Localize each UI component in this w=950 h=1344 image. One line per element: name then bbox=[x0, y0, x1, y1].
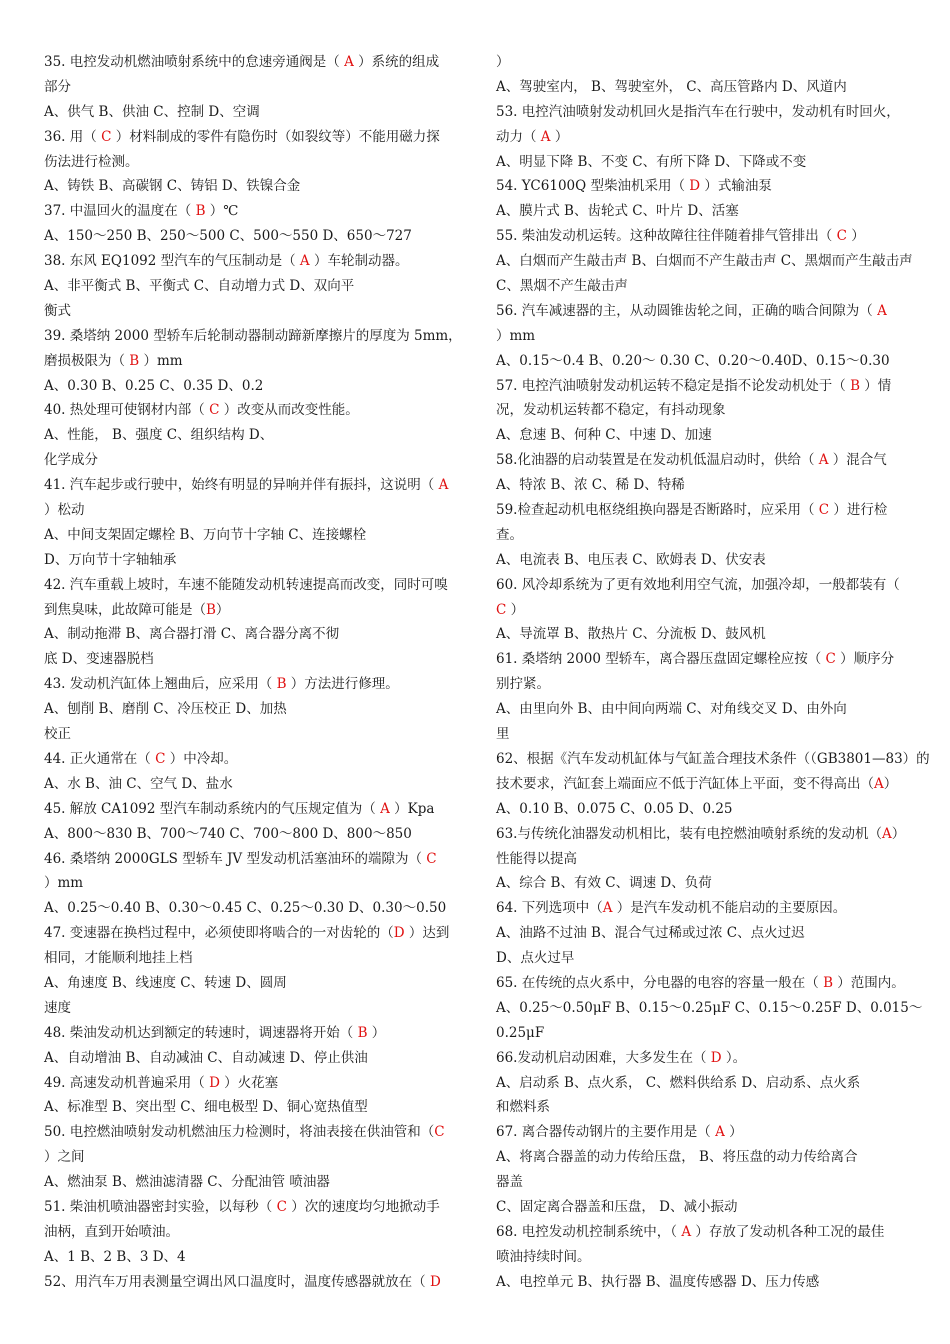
text-line bbox=[44, 598, 468, 623]
text-segment: 60. 风冷却系统为了更有效地利用空气流，加强冷却，一般都装有（ bbox=[496, 576, 900, 593]
answer-letter: A bbox=[818, 452, 829, 469]
answer-letter: C bbox=[209, 402, 220, 419]
text-segment: A、非平衡式 B、平衡式 C、自动增力式 D、双向平 bbox=[44, 278, 355, 295]
text-segment: A、综合 B、有效 C、调速 D、负荷 bbox=[496, 875, 712, 892]
text-segment: ）mm bbox=[139, 352, 183, 369]
answer-letter: A bbox=[881, 825, 892, 842]
text-line bbox=[496, 199, 920, 224]
answer-letter: C bbox=[426, 850, 437, 867]
text-segment: ）改变从而改变性能。 bbox=[219, 402, 359, 419]
text-line bbox=[44, 324, 468, 349]
text-line bbox=[44, 722, 468, 747]
text-line bbox=[44, 573, 468, 598]
text-segment: A、水 B、油 C、空气 D、盐水 bbox=[44, 775, 233, 792]
text-line bbox=[496, 523, 920, 548]
text-segment: 技术要求，汽缸套上端面应不低于汽缸体上平面，变不得高出（ bbox=[496, 775, 874, 792]
answer-letter: A bbox=[874, 775, 884, 792]
text-segment: D、点火过早 bbox=[496, 950, 575, 967]
text-line bbox=[496, 150, 920, 175]
right-column bbox=[496, 50, 930, 1344]
answer-letter: C bbox=[101, 128, 112, 145]
text-segment: 衡式 bbox=[44, 302, 71, 319]
text-segment: ） bbox=[215, 601, 230, 618]
text-line bbox=[496, 324, 920, 349]
text-line bbox=[44, 822, 468, 847]
text-line bbox=[44, 1120, 468, 1145]
answer-letter: C bbox=[434, 1124, 445, 1141]
text-segment: 61. 桑塔纳 2000 型轿车，离合器压盘固定螺栓应按（ bbox=[496, 651, 826, 668]
answer-letter: A bbox=[299, 253, 310, 270]
text-line bbox=[496, 996, 923, 1021]
text-line bbox=[496, 398, 920, 423]
text-line bbox=[44, 274, 468, 299]
text-segment: 和燃料系 bbox=[496, 1099, 550, 1116]
text-line bbox=[44, 1195, 468, 1220]
text-segment: 50. 电控燃油喷射发动机燃油压力检测时，将油表接在供油管和（ bbox=[44, 1124, 435, 1141]
text-line bbox=[496, 1120, 920, 1145]
text-line bbox=[44, 772, 468, 797]
text-segment: 别拧紧。 bbox=[496, 676, 550, 693]
text-segment: 47. 变速器在换档过程中，必须使即将啮合的一对齿轮的（ bbox=[44, 925, 394, 942]
answer-letter: D bbox=[710, 1049, 722, 1066]
text-line bbox=[44, 150, 468, 175]
answer-letter: C bbox=[496, 601, 507, 618]
text-segment: ）材料制成的零件有隐伤时（如裂纹等）不能用磁力探 bbox=[111, 128, 440, 145]
text-line bbox=[44, 75, 468, 100]
text-segment: ）mm bbox=[44, 875, 84, 892]
text-segment: A、0.15～0.4 B、0.20～ 0.30 C、0.20～0.40D、0.15～0.30 bbox=[496, 352, 890, 369]
text-line bbox=[44, 921, 468, 946]
answer-letter: D bbox=[393, 925, 405, 942]
text-segment: A、驾驶室内， B、驾驶室外， C、高压管路内 D、风道内 bbox=[496, 78, 847, 95]
text-segment: 39. 桑塔纳 2000 型轿车后轮制动器制动蹄新摩擦片的厚度为 5mm， bbox=[44, 327, 462, 344]
text-line bbox=[44, 672, 468, 697]
text-segment: A、油路不过油 B、混合气过稀或过浓 C、点火过迟 bbox=[496, 925, 805, 942]
answer-letter: B bbox=[823, 974, 833, 991]
text-segment: 49. 高速发动机普遍采用（ bbox=[44, 1074, 210, 1091]
text-line bbox=[44, 1046, 468, 1071]
text-segment: 化学成分 bbox=[44, 452, 98, 469]
text-segment: 36. 用（ bbox=[44, 128, 102, 145]
text-segment: 57. 电控汽油喷射发动机运转不稳定是指不论发动机处于（ bbox=[496, 377, 851, 394]
text-segment: 相同，才能顺利地挂上档 bbox=[44, 950, 193, 967]
text-segment: 52、用汽车万用表测量空调出风口温度时，温度传感器就放在（ bbox=[44, 1273, 430, 1290]
text-segment: A、性能， B、强度 C、组织结构 D、 bbox=[44, 427, 274, 444]
text-line bbox=[44, 1071, 468, 1096]
text-segment: 速度 bbox=[44, 999, 71, 1016]
text-line bbox=[496, 1021, 920, 1046]
text-line bbox=[44, 1220, 468, 1245]
text-segment: ）方法进行修理。 bbox=[286, 676, 399, 693]
text-line bbox=[496, 822, 920, 847]
text-segment: 63.与传统化油器发动机相比，装有电控燃油喷射系统的发动机（ bbox=[496, 825, 882, 842]
answer-letter: A bbox=[344, 54, 354, 70]
text-line bbox=[44, 423, 468, 448]
text-line bbox=[44, 50, 468, 75]
text-segment: 67. 离合器传动钢片的主要作用是（ bbox=[496, 1124, 716, 1141]
text-line bbox=[496, 374, 920, 399]
text-segment: ）车轮制动器。 bbox=[309, 253, 409, 270]
answer-letter: D bbox=[429, 1273, 441, 1290]
text-segment: 58.化油器的启动装置是在发动机低温启动时，供给（ bbox=[496, 452, 819, 469]
text-line bbox=[496, 448, 920, 473]
left-column bbox=[44, 50, 468, 1344]
text-line bbox=[44, 847, 468, 872]
answer-letter: A bbox=[715, 1124, 725, 1141]
answer-letter: A bbox=[540, 128, 551, 145]
answer-letter: B bbox=[129, 352, 140, 369]
text-line bbox=[496, 1270, 920, 1295]
text-segment: 底 D、变速器脱档 bbox=[44, 651, 154, 668]
text-line bbox=[44, 473, 468, 498]
text-line bbox=[44, 871, 468, 896]
text-segment: ）。 bbox=[721, 1049, 747, 1066]
text-line bbox=[44, 374, 468, 399]
text-segment: ）是汽车发动机不能启动的主要原因。 bbox=[612, 900, 847, 917]
text-line bbox=[496, 946, 920, 971]
text-segment: 35. 电控发动机燃油喷射系统中的怠速旁通阀是（ bbox=[44, 54, 345, 70]
text-line bbox=[496, 971, 920, 996]
text-line bbox=[496, 548, 920, 573]
text-line bbox=[44, 224, 468, 249]
text-segment: 校正 bbox=[44, 726, 71, 743]
text-segment: A、角速度 B、线速度 C、转速 D、圆周 bbox=[44, 974, 287, 991]
text-segment: 56. 汽车减速器的主，从动圆锥齿轮之间，正确的啮合间隙为（ bbox=[496, 302, 878, 319]
text-line bbox=[44, 299, 468, 324]
text-segment: 伤法进行检测。 bbox=[44, 153, 139, 170]
text-segment: 53. 电控汽油喷射发动机回火是指汽车在行驶中，发动机有时回火， bbox=[496, 103, 900, 120]
text-segment: 59.检查起动机电枢绕组换向器是否断路时，应采用（ bbox=[496, 502, 819, 519]
text-segment: 器盖 bbox=[496, 1174, 523, 1191]
text-segment: 55. 柴油发动机运转。这种故障往往伴随着排气管排出（ bbox=[496, 228, 837, 245]
text-segment: ） bbox=[846, 228, 865, 245]
text-line bbox=[44, 647, 468, 672]
text-segment: A、标准型 B、突出型 C、细电极型 D、铜心宽热值型 bbox=[44, 1099, 368, 1116]
text-segment: A、供气 B、供油 C、控制 D、空调 bbox=[44, 103, 260, 120]
text-segment: 部分 bbox=[44, 78, 71, 95]
text-line bbox=[496, 75, 920, 100]
answer-letter: C bbox=[818, 502, 830, 519]
text-line bbox=[44, 125, 468, 150]
text-segment: ）式输油泵 bbox=[700, 178, 772, 195]
text-segment: 性能得以提高 bbox=[496, 850, 577, 867]
text-line bbox=[496, 697, 920, 722]
text-segment: 65. 在传统的点火系中，分电器的电容的容量一般在（ bbox=[496, 974, 824, 991]
text-line bbox=[496, 100, 920, 125]
text-segment: A、燃油泵 B、燃油滤清器 C、分配油管 喷油器 bbox=[44, 1174, 330, 1191]
text-segment: 37. 中温回火的温度在（ bbox=[44, 203, 196, 220]
answer-letter: A bbox=[602, 900, 613, 917]
text-segment: A、800～830 B、700～740 C、700～800 D、800～850 bbox=[44, 825, 412, 842]
text-segment: 里 bbox=[496, 726, 510, 743]
text-segment: A、0.30 B、0.25 C、0.35 D、0.2 bbox=[44, 377, 264, 394]
text-line bbox=[496, 847, 920, 872]
text-segment: 况，发动机运转都不稳定，有抖动现象 bbox=[496, 402, 726, 419]
answer-letter: D bbox=[209, 1074, 220, 1091]
answer-letter: C bbox=[836, 228, 847, 245]
text-segment: 到焦臭味，此故障可能是（ bbox=[44, 601, 206, 618]
text-line bbox=[496, 573, 920, 598]
text-segment: ）火花塞 bbox=[219, 1074, 279, 1091]
text-line bbox=[496, 174, 920, 199]
text-segment: ） bbox=[550, 128, 569, 145]
text-line bbox=[496, 274, 920, 299]
text-segment: 51. 柴油机喷油器密封实验，以每秒（ bbox=[44, 1198, 277, 1215]
answer-letter: B bbox=[357, 1024, 368, 1041]
answer-letter: A bbox=[681, 1223, 692, 1240]
text-segment: ）次的速度均匀地掀动手 bbox=[286, 1198, 440, 1215]
text-line bbox=[44, 747, 468, 772]
text-line bbox=[496, 722, 920, 747]
text-segment: A、150～250 B、250～500 C、500～550 D、650～727 bbox=[44, 228, 412, 245]
text-line bbox=[44, 199, 468, 224]
text-line bbox=[44, 996, 468, 1021]
text-line bbox=[44, 622, 468, 647]
answer-letter: C bbox=[825, 651, 836, 668]
text-line bbox=[496, 896, 920, 921]
text-line bbox=[496, 349, 920, 374]
text-line bbox=[496, 498, 920, 523]
text-line bbox=[44, 1021, 468, 1046]
text-line bbox=[44, 971, 468, 996]
text-line bbox=[44, 1095, 468, 1120]
text-segment: 68. 电控发动机控制系统中，（ bbox=[496, 1223, 682, 1240]
text-line bbox=[496, 299, 920, 324]
text-segment: ）系统的组成 bbox=[353, 54, 440, 70]
text-segment: A、自动增油 B、自动减油 C、自动减速 D、停止供油 bbox=[44, 1049, 368, 1066]
text-line bbox=[496, 50, 920, 75]
text-segment: A、白烟而产生敲击声 B、白烟而不产生敲击声 C、黑烟而产生敲击声 bbox=[496, 253, 913, 270]
text-line bbox=[496, 672, 920, 697]
text-segment: ） bbox=[883, 775, 898, 792]
text-segment: 磨损极限为（ bbox=[44, 352, 130, 369]
text-segment: A、中间支架固定螺栓 B、万向节十字轴 C、连接螺栓 bbox=[44, 526, 367, 543]
text-line bbox=[44, 896, 468, 921]
text-line bbox=[44, 398, 468, 423]
text-line bbox=[496, 1095, 920, 1120]
text-segment: 48. 柴油发动机达到额定的转速时，调速器将开始（ bbox=[44, 1024, 358, 1041]
text-line bbox=[44, 349, 468, 374]
text-line bbox=[496, 598, 920, 623]
text-segment: 动力（ bbox=[496, 128, 541, 145]
text-segment: A、制动拖滞 B、离合器打滑 C、离合器分离不彻 bbox=[44, 626, 340, 643]
text-segment: ） bbox=[724, 1124, 743, 1141]
answer-letter: B bbox=[850, 377, 860, 394]
text-segment: A、怠速 B、何种 C、中速 D、加速 bbox=[496, 427, 712, 444]
answer-letter: B bbox=[206, 601, 216, 618]
text-segment: ）mm bbox=[496, 327, 536, 344]
text-line bbox=[496, 747, 930, 772]
answer-letter: D bbox=[689, 178, 701, 195]
text-segment: ）范围内。 bbox=[832, 974, 905, 991]
text-line bbox=[44, 946, 468, 971]
answer-letter: A bbox=[877, 302, 887, 319]
text-line bbox=[496, 921, 920, 946]
text-line bbox=[496, 1220, 920, 1245]
text-segment: ）进行检 bbox=[829, 502, 888, 519]
text-line bbox=[496, 1046, 920, 1071]
text-segment: 62、根据《汽车发动机缸体与气缸盖合理技术条件（（GB3801—83）的 bbox=[496, 750, 930, 767]
text-segment: ） bbox=[891, 825, 906, 842]
text-segment: A、1 B、2 B、3 D、4 bbox=[44, 1248, 186, 1265]
text-segment: 54. YC6100Q 型柴油机采用（ bbox=[496, 178, 690, 195]
text-line bbox=[44, 1270, 468, 1295]
text-segment: 46. 桑塔纳 2000GLS 型轿车 JV 型发动机活塞油环的端隙为（ bbox=[44, 850, 427, 867]
answer-letter: B bbox=[195, 203, 206, 220]
text-segment: A、电流表 B、电压表 C、欧姆表 D、伏安表 bbox=[496, 551, 766, 568]
text-segment: 40. 热处理可使钢材内部（ bbox=[44, 402, 210, 419]
answer-letter: A bbox=[380, 800, 390, 817]
text-segment: 喷油持续时间。 bbox=[496, 1248, 591, 1265]
text-segment: A、0.25～0.50μF B、0.15～0.25μF C、0.15～0.25F D、0.015～ bbox=[496, 999, 923, 1016]
text-segment: A、膜片式 B、齿轮式 C、叶片 D、活塞 bbox=[496, 203, 739, 220]
text-line bbox=[496, 249, 920, 274]
text-segment: ） bbox=[506, 601, 525, 618]
text-line bbox=[496, 1170, 920, 1195]
text-line bbox=[496, 1071, 920, 1096]
document-page bbox=[44, 50, 930, 1344]
text-line bbox=[496, 772, 920, 797]
answer-letter: A bbox=[438, 477, 449, 494]
text-segment: ） bbox=[367, 1024, 386, 1041]
text-line bbox=[44, 1170, 468, 1195]
text-segment: D、万向节十字轴轴承 bbox=[44, 551, 177, 568]
text-segment: 64. 下列选项中（ bbox=[496, 900, 603, 917]
text-segment: 43. 发动机汽缸体上翘曲后，应采用（ bbox=[44, 676, 277, 693]
text-line bbox=[496, 423, 920, 448]
text-segment: ）达到 bbox=[404, 925, 450, 942]
text-line bbox=[44, 100, 468, 125]
text-line bbox=[44, 797, 468, 822]
text-segment: 0.25μF bbox=[496, 1024, 545, 1041]
text-line bbox=[496, 1195, 920, 1220]
text-line bbox=[496, 1145, 920, 1170]
text-segment: ）松动 bbox=[44, 502, 85, 519]
text-segment: A、将离合器盖的动力传给压盘， B、将压盘的动力传给离合 bbox=[496, 1149, 858, 1166]
text-line bbox=[44, 249, 468, 274]
text-line bbox=[496, 797, 920, 822]
text-line bbox=[496, 224, 920, 249]
text-segment: 42. 汽车重载上坡时，车速不能随发动机转速提高而改变，同时可嗅 bbox=[44, 576, 448, 593]
answer-letter: C bbox=[276, 1198, 287, 1215]
text-segment: 45. 解放 CA1092 型汽车制动系统内的气压规定值为（ bbox=[44, 800, 381, 817]
text-segment: ）顺序分 bbox=[835, 651, 895, 668]
text-line bbox=[496, 1245, 920, 1270]
text-segment: A、导流罩 B、散热片 C、分流板 D、鼓风机 bbox=[496, 626, 766, 643]
text-line bbox=[496, 473, 920, 498]
text-line bbox=[44, 498, 468, 523]
text-segment: 油柄，直到开始喷油。 bbox=[44, 1223, 179, 1240]
text-line bbox=[44, 448, 468, 473]
text-line bbox=[44, 548, 468, 573]
text-segment: C、黑烟不产生敲击声 bbox=[496, 278, 628, 295]
text-segment: 41. 汽车起步或行驶中，始终有明显的异响并伴有振抖，这说明（ bbox=[44, 477, 439, 494]
text-line bbox=[44, 523, 468, 548]
text-segment: A、明显下降 B、不变 C、有所下降 D、下降或不变 bbox=[496, 153, 807, 170]
text-segment: ）混合气 bbox=[828, 452, 887, 469]
text-segment: A、特浓 B、浓 C、稀 D、特稀 bbox=[496, 477, 685, 494]
text-segment: ） bbox=[496, 54, 510, 70]
text-line bbox=[496, 125, 920, 150]
text-segment: ）之间 bbox=[44, 1149, 85, 1166]
text-line bbox=[44, 1245, 468, 1270]
text-segment: ）中冷却。 bbox=[165, 750, 238, 767]
text-segment: A、由里向外 B、由中间向两端 C、对角线交叉 D、由外向 bbox=[496, 701, 847, 718]
text-line bbox=[44, 1145, 468, 1170]
text-segment: A、0.10 B、0.075 C、0.05 D、0.25 bbox=[496, 800, 733, 817]
text-line bbox=[44, 174, 468, 199]
text-line bbox=[44, 697, 468, 722]
text-segment: A、0.25～0.40 B、0.30～0.45 C、0.25～0.30 D、0.30～0.50 bbox=[44, 900, 447, 917]
answer-letter: B bbox=[276, 676, 287, 693]
text-segment: A、铸铁 B、高碳钢 C、铸铝 D、铁镍合金 bbox=[44, 178, 301, 195]
text-segment: A、启动系 B、点火系， C、燃料供给系 D、启动系、点火系 bbox=[496, 1074, 861, 1091]
text-segment: ）℃ bbox=[205, 203, 239, 220]
text-segment: ）Kpa bbox=[389, 800, 435, 817]
text-segment: A、刨削 B、磨削 C、冷压校正 D、加热 bbox=[44, 701, 287, 718]
text-line bbox=[496, 622, 920, 647]
text-segment: 66.发动机启动困难，大多发生在（ bbox=[496, 1049, 711, 1066]
text-segment: C、固定离合器盖和压盘， D、减小振动 bbox=[496, 1198, 738, 1215]
text-segment: ）情 bbox=[859, 377, 892, 394]
text-segment: 44. 正火通常在（ bbox=[44, 750, 156, 767]
text-line bbox=[496, 871, 920, 896]
text-segment: 查。 bbox=[496, 526, 523, 543]
text-segment: 38. 东风 EQ1092 型汽车的气压制动是（ bbox=[44, 253, 300, 270]
text-segment: ）存放了发动机各种工况的最佳 bbox=[691, 1223, 885, 1240]
text-segment: A、电控单元 B、执行器 B、温度传感器 D、压力传感 bbox=[496, 1273, 820, 1290]
text-line bbox=[496, 647, 920, 672]
answer-letter: C bbox=[155, 750, 166, 767]
